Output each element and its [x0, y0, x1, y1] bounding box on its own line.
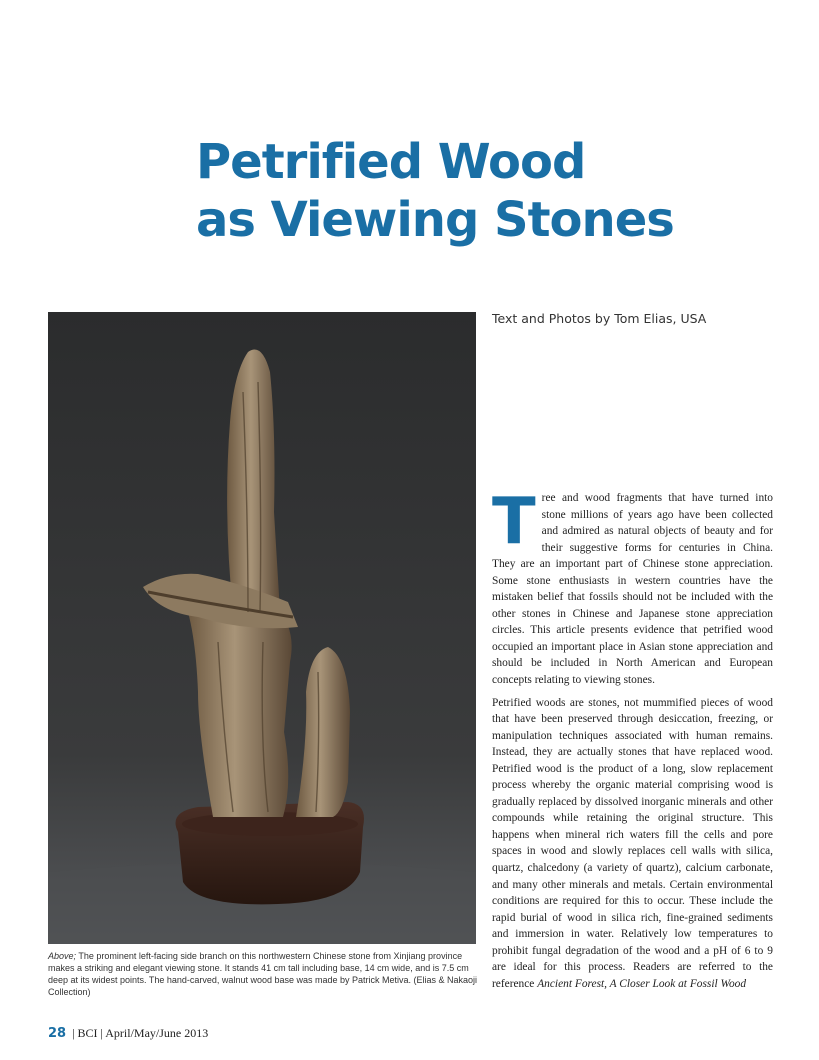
caption-text: The prominent left-facing side branch on this northwestern Chinese stone from Xinjiang province makes a striking and elegant viewing stone. It stands 41 cm tall including base, 14 cm wide, and is 7.5 cm deep at its widest points. The hand-carved, walnut wood base was made by Patrick Metiva. (Elias & Nakaoji Collection) — [48, 951, 478, 997]
caption-lead: Above; — [48, 951, 77, 961]
article-title — [196, 133, 674, 249]
paragraph-2 — [492, 695, 773, 993]
paragraph-2-text: Petrified woods are stones, not mummified pieces of wood that have been preserved through desiccation, freezing, or manipulation techniques associated with human remains. Instead, they are actually stones that have replaced wood. Petrified wood is the product of a long, slow replacement process whereby the organic material comprising wood is gradually replaced by dissolved inorganic minerals and other compounds while retaining the original structure. This happens when mineral rich waters fill the cells and pore spaces in wood and slowly replaces cell walls with silica, quartz, chalcedony (a variety of quartz), calcium carbonate, and many other minerals and metals. Certain environmental conditions are required for this to occur. These include the rapid burial of wood in silica rich, fine-grained sediments and immersion in water. Relatively low temperatures to prohibit fungal degradation of the wood and a pH of 6 to 9 are ideal for this process. Readers are referred to the reference — [492, 696, 773, 990]
byline: Text and Photos by Tom Elias, USA — [492, 311, 707, 326]
drop-cap: T — [492, 485, 536, 559]
title-line-1: Petrified Wood — [196, 134, 586, 190]
page-footer — [48, 1026, 208, 1041]
journal-info: | BCI | April/May/June 2013 — [72, 1026, 209, 1040]
paragraph-1 — [492, 485, 773, 689]
stone-photo — [48, 312, 476, 944]
paragraph-1-text: ree and wood fragments that have turned into stone millions of years ago have been collected and admired as natural objects of beauty and for their suggestive forms for centuries in China. They are an important part of Chinese stone appreciation. Some stone enthusiasts in western countries have the mistaken belief that fossils should not be included with the other stones in Chinese and Japanese stone appreciation circles. This article presents evidence that petrified wood occupied an important place in Asian stone appreciation and should be included in North American and European concepts relating to viewing stones. — [492, 492, 773, 687]
title-line-2: as Viewing Stones — [196, 192, 674, 248]
article-body — [492, 485, 773, 998]
reference-title: Ancient Forest, A Closer Look at Fossil Wood — [537, 977, 747, 990]
page-number: 28 — [48, 1026, 67, 1041]
photo-caption — [48, 950, 478, 998]
